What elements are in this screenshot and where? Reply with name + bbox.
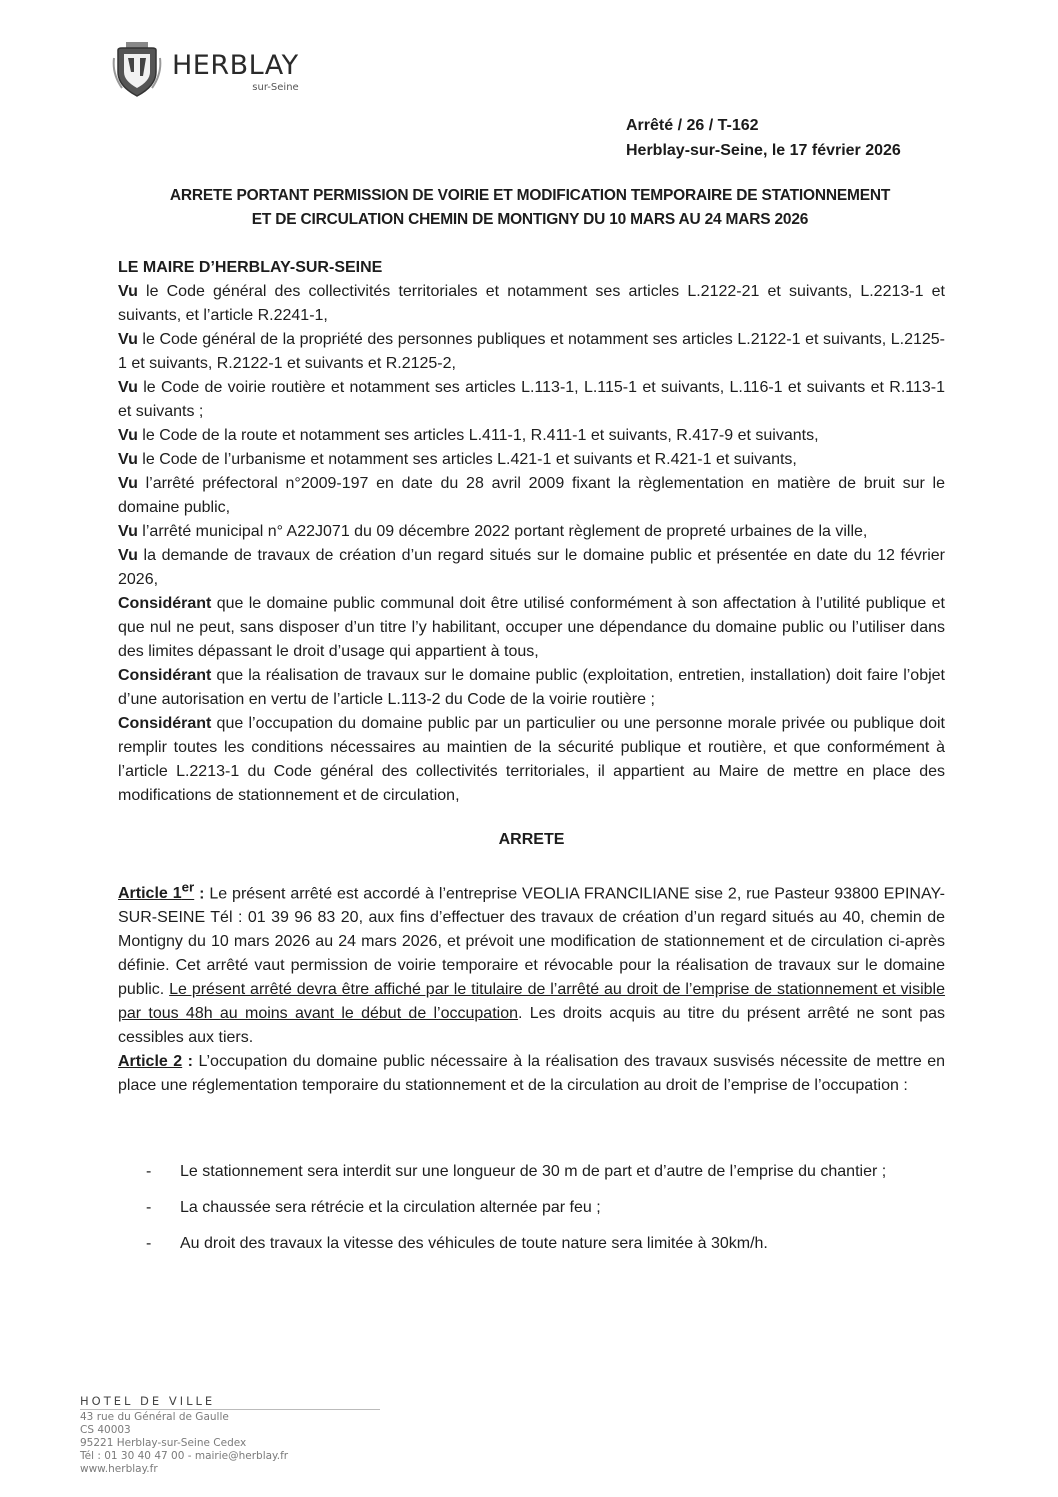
dash-bullet-icon: -	[146, 1235, 152, 1253]
footer-cs: CS 40003	[80, 1424, 131, 1436]
visa-2: Vu le Code général de la propriété des personnes publiques et notamment ses articles L.2122-1 et suivants, L.2125-1 et suivants, R.2122-1 et suivants et R.2125-2,	[118, 331, 945, 372]
visa-4: Vu le Code de la route et notamment ses articles L.411-1, R.411-1 et suivants, R.417-9 et suivants,	[118, 427, 819, 444]
footer-contact: Tél : 01 30 40 47 00 - mairie@herblay.fr	[80, 1450, 289, 1462]
measure-item: - La chaussée sera rétrécie et la circulation alternée par feu ;	[118, 1190, 945, 1226]
dash-bullet-icon: -	[146, 1199, 152, 1217]
dash-bullet-icon: -	[146, 1163, 152, 1181]
visa-3: Vu le Code de voirie routière et notamment ses articles L.113-1, L.115-1 et suivants, L.116-1 et suivants et R.113-1 et suivants ;	[118, 379, 945, 420]
considerant-3: Considérant que l’occupation du domaine public par un particulier ou une personne morale privée ou publique doit remplir toutes les conditions nécessaires au maintien de la sécurité publique et routière, et que conformément à l’article L.2213-1 du Code général des collectivités territoriales, il appartient au Maire de mettre en place des modifications de stationnement et de circulation,	[118, 715, 945, 804]
visa-6: Vu l’arrêté préfectoral n°2009-197 en date du 28 avril 2009 fixant la règlementation en matière de bruit sur le domaine public,	[118, 475, 945, 516]
document-title	[120, 184, 940, 232]
posting-requirement: Le présent arrêté devra être affiché par le titulaire de l’arrêté au droit de l’emprise de stationnement et visible par tous 48h au moins avant le début de l’occupation	[118, 981, 946, 1023]
decision-heading: ARRETE	[498, 831, 565, 848]
document-body	[118, 256, 945, 1262]
title-line-2: ET DE CIRCULATION CHEMIN DE MONTIGNY DU 10 MARS AU 24 MARS 2026	[251, 211, 809, 228]
visa-7: Vu l’arrêté municipal n° A22J071 du 09 décembre 2022 portant règlement de propreté urbaines de la ville,	[118, 523, 868, 540]
visa-1: Vu le Code général des collectivités territoriales et notamment ses articles L.2122-21 et suivants, L.2213-1 et suivants, et l’article R.2241-1,	[118, 283, 945, 324]
footer-address	[80, 1394, 380, 1476]
coat-of-arms-icon	[112, 38, 162, 100]
reference-block	[626, 113, 901, 163]
city-logo	[112, 38, 299, 100]
article-1-label: Article 1er	[118, 880, 195, 903]
measure-item: - Au droit des travaux la vitesse des véhicules de toute nature sera limitée à 30km/h.	[118, 1226, 945, 1262]
footer-title: HOTEL DE VILLE	[80, 1394, 380, 1410]
footer-street: 43 rue du Général de Gaulle	[80, 1411, 229, 1423]
preamble-heading: LE MAIRE D’HERBLAY-SUR-SEINE	[118, 259, 383, 276]
measure-item: - Le stationnement sera interdit sur une longueur de 30 m de part et d’autre de l’emprise du chantier ;	[118, 1154, 945, 1190]
measures-list	[118, 1154, 945, 1262]
brand-subtitle: sur-Seine	[252, 82, 299, 93]
title-line-1: ARRETE PORTANT PERMISSION DE VOIRIE ET MODIFICATION TEMPORAIRE DE STATIONNEMENT	[169, 187, 891, 204]
place-date: Herblay-sur-Seine, le 17 février 2026	[626, 142, 901, 159]
footer-city: 95221 Herblay-sur-Seine Cedex	[80, 1437, 247, 1449]
article-2-label: Article 2	[118, 1053, 183, 1071]
arrete-number: Arrêté / 26 / T-162	[626, 117, 759, 134]
brand-name: HERBLAY	[172, 50, 299, 81]
considerant-2: Considérant que la réalisation de travaux sur le domaine public (exploitation, entretien, installation) doit faire l’objet d’une autorisation en vertu de l’article L.113-2 du Code de la voirie routière ;	[118, 667, 945, 708]
footer-website: www.herblay.fr	[80, 1463, 158, 1475]
considerant-1: Considérant que le domaine public communal doit être utilisé conformément à son affectation à l’utilité publique et que nul ne peut, sans disposer d’un titre l’y habilitant, occuper une dépendance du domaine public ou l’utiliser dans des limites dépassant le droit d’usage qui appartient à tous,	[118, 595, 945, 660]
visa-8: Vu la demande de travaux de création d’un regard situés sur le domaine public et présentée en date du 12 février 2026,	[118, 547, 945, 588]
visa-5: Vu le Code de l’urbanisme et notamment ses articles L.421-1 et suivants et R.421-1 et suivants,	[118, 451, 797, 468]
article-2: Article 2 : L’occupation du domaine public nécessaire à la réalisation des travaux susvisés nécessite de mettre en place une réglementation temporaire du stationnement et de la circulation au droit de l’emprise de l’occupation :	[118, 1053, 946, 1095]
article-1: Article 1er : Le présent arrêté est accordé à l’entreprise VEOLIA FRANCILIANE sise 2, rue Pasteur 93800 EPINAY-SUR-SEINE Tél : 01 39 96 83 20, aux fins d’effectuer des travaux de création d’un regard situés au 40, chemin de Montigny du 10 mars 2026 au 24 mars 2026, et prévoit une modification de stationnement et de circulation ci-après définie. Cet arrêté vaut permission de voirie temporaire et révocable pour la réalisation de travaux sur le domaine public. Le présent arrêté devra être affiché par le titulaire de l’arrêté au droit de l’emprise de stationnement et visible par tous 48h au moins avant le début de l’occupation. Les droits acquis au titre du présent arrêté ne sont pas cessibles aux tiers.	[118, 880, 946, 1047]
